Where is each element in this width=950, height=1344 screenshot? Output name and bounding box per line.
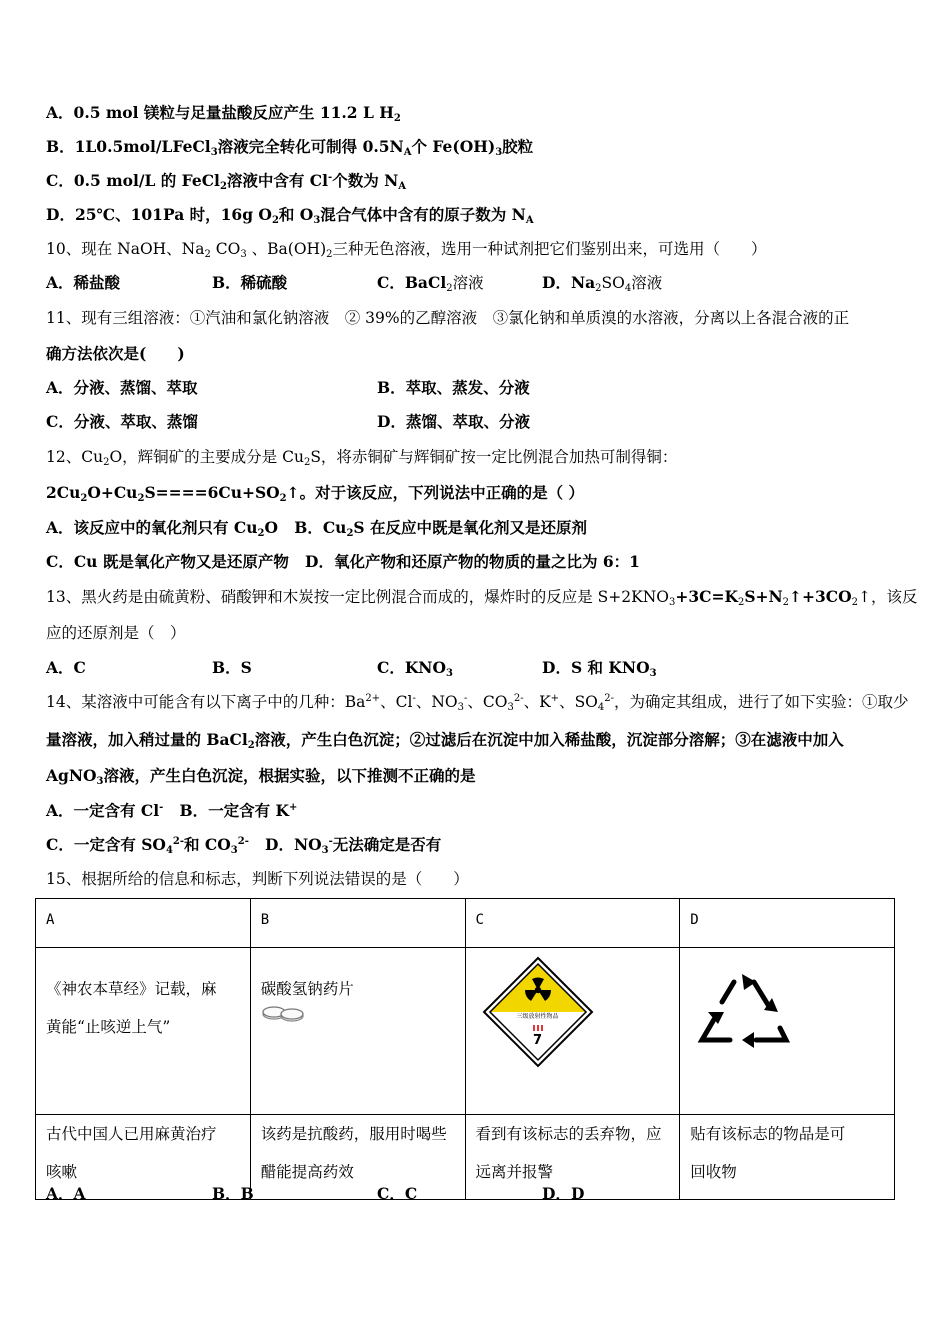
q10-option-a: A．稀盐酸 (46, 273, 121, 292)
q11-option-d: D．蒸馏、萃取、分液 (377, 412, 530, 431)
q14-option-a: A．一定含有 Cl- (46, 801, 164, 820)
q15-cell-b-statement (250, 1115, 465, 1200)
q14-stem-line2: 量溶液，加入稍过量的 BaCl$_2$溶液，产生白色沉淀；②过滤后在沉淀中加入稀盐酸，沉淀部分溶解；③在滤液中加入 (46, 730, 844, 751)
q12-option-b: B．$Cu_2S$ 在反应中既是氧化剂又是还原剂 (294, 518, 587, 539)
q11-stem-line2: 确方法依次是( ) (46, 344, 185, 363)
q15-cell-a-statement-line2: 咳嗽 (46, 1163, 78, 1181)
q15-header-row (36, 899, 895, 948)
q12-option-c: C．Cu 既是氧化产物又是还原产物 (46, 552, 289, 571)
radioactive-diamond-icon (482, 956, 594, 1068)
q12-equation: $2Cu_2O+Cu_2S====6Cu+SO_2↑$。对于该反应，下列说法中正确的是（ ） (46, 483, 585, 504)
q15-header-d: D (680, 899, 895, 948)
q15-stem: 15、根据所给的信息和标志，判断下列说法错误的是（ ） (46, 870, 469, 888)
q10-option-d: D．$Na_2SO_4$溶液 (542, 273, 663, 294)
q9-option-d: D．25℃、101Pa 时，16g $O_2$和 $O_3$混合气体中含有的原子数为 $N_A$ (46, 205, 534, 226)
q11-option-a: A．分液、蒸馏、萃取 (46, 378, 198, 397)
radioactive-sign-label: 三级放射性物品 (516, 1013, 559, 1020)
q12-option-a: A．该反应中的氧化剂只有 $Cu_2O$ (46, 518, 279, 539)
q13-option-d: D．S 和 $KNO_3$ (542, 658, 657, 679)
q11-option-c: C．分液、萃取、蒸馏 (46, 412, 198, 431)
q15-cell-c-statement-line2: 远离并报警 (475, 1163, 554, 1181)
q14-option-d: D．$NO_3^-$无法确定是否有 (265, 835, 442, 856)
q15-cell-a-statement-line1: 古代中国人已用麻黄治疗 (46, 1125, 217, 1143)
q13-stem-line1: 13、黑火药是由硫黄粉、硝酸钾和木炭按一定比例混合而成的，爆炸时的反应是 $S+2KNO_3+3C=K_2S+N_2↑+3CO_2↑$，该反 (46, 587, 918, 608)
q15-table (35, 898, 895, 1200)
radioactive-sign (482, 956, 594, 1068)
q15-option-a: A．A (46, 1184, 86, 1203)
recycle-icon (694, 968, 794, 1060)
q15-cell-d-content (680, 948, 895, 1115)
q12-option-d: D．氧化产物和还原产物的物质的量之比为 6：1 (305, 552, 640, 571)
q15-cell-d-statement-line2: 回收物 (690, 1163, 737, 1181)
q9-option-c: C．0.5 mol/L 的 FeCl$_2$溶液中含有 Cl-个数为 $N_A$ (46, 171, 407, 192)
q15-cell-a-line1: 《神农本草经》记载，麻 (46, 980, 217, 998)
q14-stem-line1: 14、某溶液中可能含有以下离子中的几种：$Ba^{2+}$、Cl-、$NO_3^-$、$CO_3^{2-}$、K+、$SO_4^{2-}$，为确定其组成，进行了如下实验：①取少 (46, 693, 909, 713)
q11-stem-line1: 11、现有三组溶液：①汽油和氯化钠溶液 ② 39%的乙醇溶液 ③氯化钠和单质溴的水溶液，分离以上各混合液的正 (46, 309, 850, 327)
q12-options-cd (46, 552, 640, 572)
radioactive-sign-class-number: 7 (532, 1033, 543, 1048)
q15-cell-b-statement-line1: 该药是抗酸药，服用时喝些 (260, 1125, 447, 1143)
q15-cell-a-content (36, 948, 251, 1115)
q15-cell-c-statement-line1: 看到有该标志的丢弃物，应 (475, 1125, 662, 1143)
q13-option-a: A．C (46, 658, 86, 677)
q15-cell-a-line2: 黄能“止咳逆上气” (46, 1018, 171, 1036)
q15-cell-c-content (465, 948, 680, 1115)
q9-option-b: B．1L0.5mol/LFeCl$_3$溶液完全转化可制得 $0.5N_A$个 $Fe(OH)_3$胶粒 (46, 137, 534, 158)
q15-option-d: D．D (542, 1184, 585, 1203)
q15-header-b: B (250, 899, 465, 948)
q15-cell-b-text: 碳酸氢钠药片 (260, 980, 354, 998)
q15-statement-row (36, 1115, 895, 1200)
q14-stem-line3: AgNO$_3$溶液，产生白色沉淀，根据实验，以下推测不正确的是 (46, 766, 476, 787)
q15-cell-d-statement-line1: 贴有该标志的物品是可 (690, 1125, 846, 1143)
q13-option-c: C．$KNO_3$ (377, 658, 453, 679)
q10-option-b: B．稀硫酸 (212, 273, 288, 292)
q15-header-a: A (36, 899, 251, 948)
q15-cell-b-content (250, 948, 465, 1115)
q14-options-ab (46, 801, 297, 821)
q15-header-c: C (465, 899, 680, 948)
q15-cell-b-statement-line2: 醋能提高药效 (260, 1163, 354, 1181)
q12-options-ab (46, 518, 587, 538)
q14-option-b: B．一定含有 K+ (179, 801, 298, 820)
q12-stem-line1: 12、$Cu_2O$，辉铜矿的主要成分是 $Cu_2S$，将赤铜矿与辉铜矿按一定比例混合加热可制得铜： (46, 448, 678, 468)
q15-cell-d-statement (680, 1115, 895, 1200)
q15-option-b: B．B (212, 1184, 254, 1203)
q10-stem: 10、现在 NaOH、$Na_2$ $CO_3$ 、$Ba(OH)_2$三种无色溶液，选用一种试剂把它们鉴别出来，可选用（ ） (46, 240, 767, 260)
q11-option-b: B．萃取、蒸发、分液 (377, 378, 530, 397)
q13-option-b: B．S (212, 658, 252, 677)
q9-option-a: A．0.5 mol 镁粒与足量盐酸反应产生 11.2 L $H_2$ (46, 103, 401, 124)
q14-option-c: C．一定含有 $SO_4^{2-}$和 $CO_3^{2-}$ (46, 835, 249, 856)
q15-option-c: C．C (377, 1184, 418, 1203)
q13-stem-line2: 应的还原剂是（ ） (46, 624, 186, 642)
q14-options-cd (46, 835, 441, 855)
q15-content-row (36, 948, 895, 1115)
q10-option-c: C．BaCl$_2$溶液 (377, 273, 484, 294)
